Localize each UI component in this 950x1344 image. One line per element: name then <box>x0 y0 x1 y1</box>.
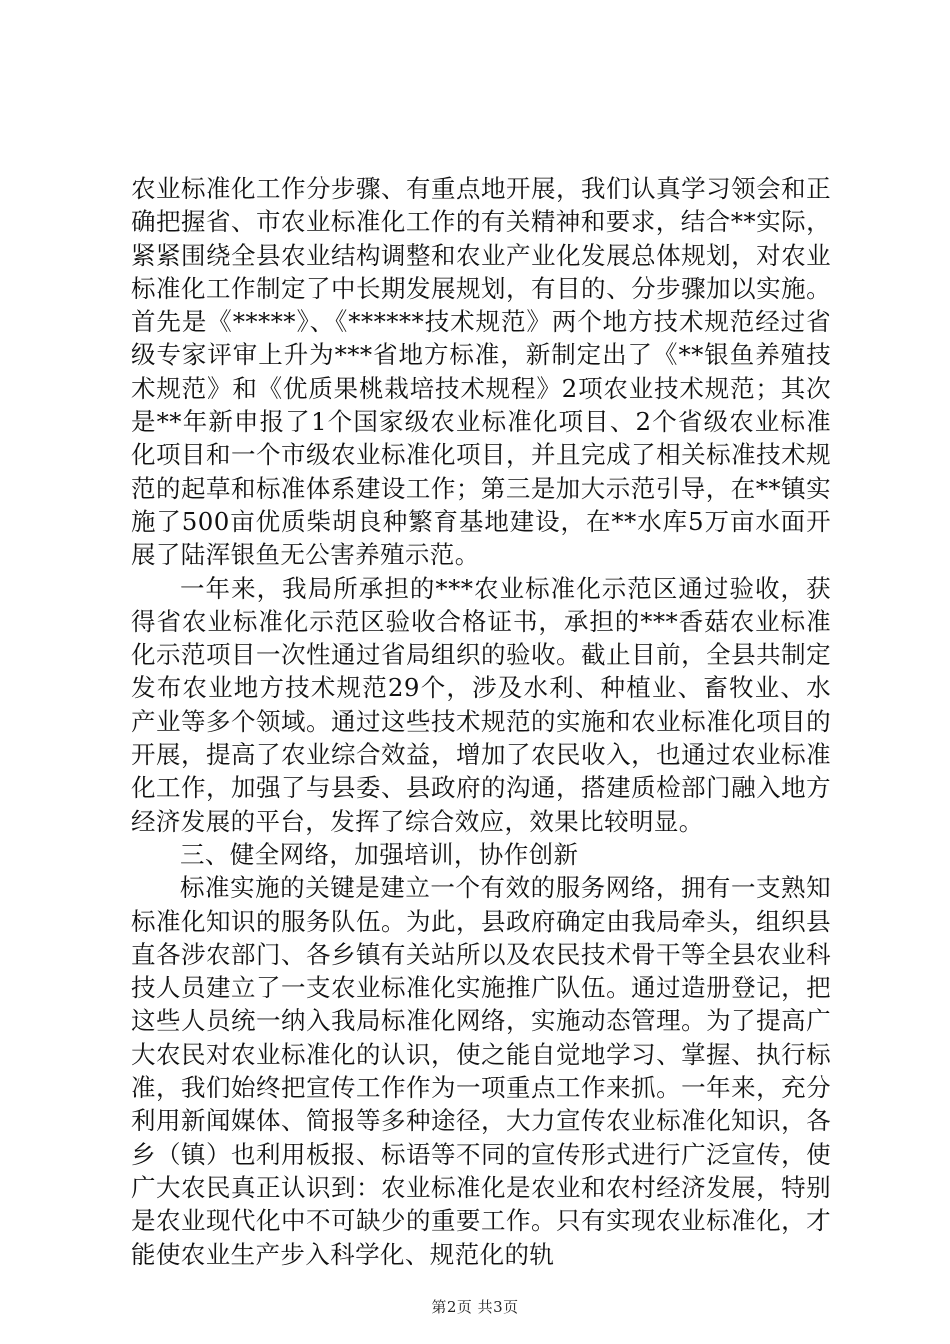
paragraph-network-training: 标准实施的关键是建立一个有效的服务网络，拥有一支熟知标准化知识的服务队伍。为此，县政府确定由我局牵头，组织县直各涉农部门、各乡镇有关站所以及农民技术骨干等全县农业科技人员建立了一支农业标准化实施推广队伍。通过造册登记，把这些人员统一纳入我局标准化网络，实施动态管理。为了提高广大农民对农业标准化的认识，使之能自觉地学习、掌握、执行标准，我们始终把宣传工作作为一项重点工作来抓。一年来，充分利用新闻媒体、简报等多种途径，大力宣传农业标准化知识，各乡（镇）也利用板报、标语等不同的宣传形式进行广泛宣传，使广大农民真正认识到：农业标准化是农业和农村经济发展，特别是农业现代化中不可缺少的重要工作。只有实现农业标准化，才能使农业生产步入科学化、规范化的轨 <box>131 873 831 1269</box>
section-heading: 三、健全网络，加强培训，协作创新 <box>180 839 579 869</box>
document-body <box>131 172 831 1271</box>
page-number-footer: 第2页 共3页 <box>431 1298 519 1316</box>
paragraph-standardization-plan: 农业标准化工作分步骤、有重点地开展，我们认真学习领会和正确把握省、市农业标准化工作的有关精神和要求，结合**实际，紧紧围绕全县农业结构调整和农业产业化发展总体规划，对农业标准化工作制定了中长期发展规划，有目的、分步骤加以实施。首先是《*****》、《******技术规范》两个地方技术规范经过省级专家评审上升为***省地方标准，新制定出了《**银鱼养殖技术规范》和《优质果桃栽培技术规程》2项农业技术规范；其次是**年新申报了1个国家级农业标准化项目、2个省级农业标准化项目和一个市级农业标准化项目，并且完成了相关标准技术规范的起草和标准体系建设工作；第三是加大示范引导，在**镇实施了500亩优质柴胡良种繁育基地建设，在**水库5万亩水面开展了陆浑银鱼无公害养殖示范。 <box>131 174 831 570</box>
paragraph-year-results: 一年来，我局所承担的***农业标准化示范区通过验收，获得省农业标准化示范区验收合格证书，承担的***香菇农业标准化示范项目一次性通过省局组织的验收。截止目前，全县共制定发布农业地方技术规范29个，涉及水利、种植业、畜牧业、水产业等多个领域。通过这些技术规范的实施和农业标准化项目的开展，提高了农业综合效益，增加了农民收入，也通过农业标准化工作，加强了与县委、县政府的沟通，搭建质检部门融入地方经济发展的平台，发挥了综合效应，效果比较明显。 <box>131 573 831 836</box>
